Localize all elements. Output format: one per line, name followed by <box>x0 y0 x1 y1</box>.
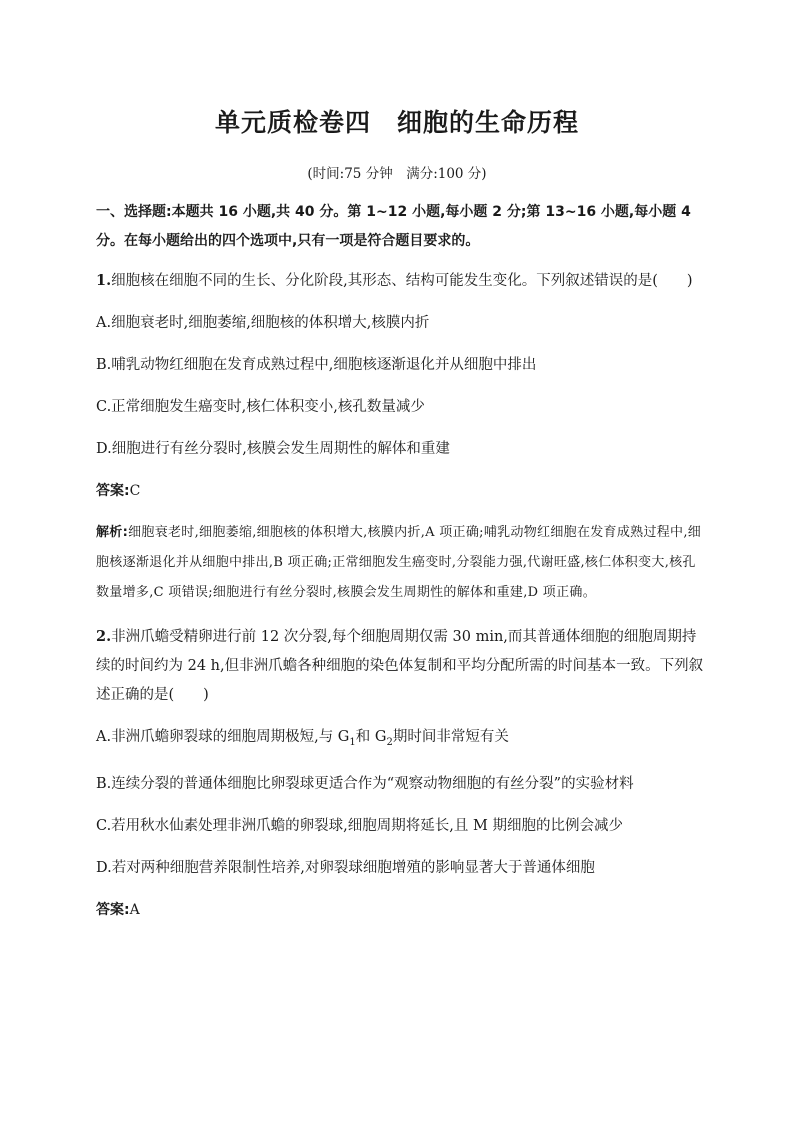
question-stem <box>96 622 704 710</box>
option-c: C.若用秋水仙素处理非洲爪蟾的卵裂球,细胞周期将延长,且 M 期细胞的比例会减少 <box>96 817 623 834</box>
question-stem <box>96 266 704 296</box>
answer-value: C <box>129 483 141 499</box>
analysis <box>96 518 704 608</box>
document-subtitle: (时间:75 分钟 满分:100 分) <box>307 166 487 182</box>
analysis-text: 细胞衰老时,细胞萎缩,细胞核的体积增大,核膜内折,A 项正确;哺乳动物红细胞在发育成熟过程中,细胞核逐渐退化并从细胞中排出,B 项正确;正常细胞发生癌变时,分裂能力强,代谢旺盛,核仁体积变大,核孔数量增多,C 项错误;细胞进行有丝分裂时,核膜会发生周期性的解体和重建,D 项正确。 <box>96 525 702 600</box>
answer <box>96 896 704 925</box>
option-b: B.哺乳动物红细胞在发育成熟过程中,细胞核逐渐退化并从细胞中排出 <box>96 357 537 373</box>
subscript-1: 1 <box>349 736 356 748</box>
section-heading: 一、选择题:本题共 16 小题,共 40 分。第 1~12 小题,每小题 2 分;第 13~16 小题,每小题 4 分。在每小题给出的四个选项中,只有一项是符合题目要求的。 <box>96 204 691 249</box>
option-c: C.正常细胞发生癌变时,核仁体积变小,核孔数量减少 <box>96 399 425 415</box>
option-a-text-3: 期时间非常短有关 <box>392 729 509 745</box>
question-2 <box>96 622 704 925</box>
answer-value: A <box>129 901 140 918</box>
answer-label: 答案: <box>96 901 130 918</box>
question-number: 1. <box>96 272 112 289</box>
question-number: 2. <box>96 628 112 645</box>
answer-label: 答案: <box>96 483 130 499</box>
subscript-2: 2 <box>386 736 393 748</box>
option-d: D.若对两种细胞营养限制性培养,对卵裂球细胞增殖的影响显著大于普通体细胞 <box>96 859 595 876</box>
option-b: B.连续分裂的普通体细胞比卵裂球更适合作为“观察动物细胞的有丝分裂”的实验材料 <box>96 775 634 792</box>
option-d: D.细胞进行有丝分裂时,核膜会发生周期性的解体和重建 <box>96 441 450 457</box>
question-1 <box>96 266 704 608</box>
option-a-text-1: A.非洲爪蟾卵裂球的细胞周期极短,与 G <box>96 729 350 745</box>
document-content <box>96 198 704 937</box>
question-text: 细胞核在细胞不同的生长、分化阶段,其形态、结构可能发生变化。下列叙述错误的是( ) <box>111 273 693 289</box>
analysis-label: 解析: <box>96 525 129 540</box>
option-a <box>96 723 704 757</box>
option-a: A.细胞衰老时,细胞萎缩,细胞核的体积增大,核膜内折 <box>96 315 430 331</box>
option-a-text-2: 和 G <box>355 729 387 745</box>
question-text: 非洲爪蟾受精卵进行前 12 次分裂,每个细胞周期仅需 30 min,而其普通体细胞的细胞周期持续的时间约为 24 h,但非洲爪蟾各种细胞的染色体复制和平均分配所需的时间基本一致。下列叙述正确的是( ) <box>96 629 704 703</box>
answer <box>96 477 704 506</box>
document-title: 单元质检卷四 细胞的生命历程 <box>214 108 579 137</box>
